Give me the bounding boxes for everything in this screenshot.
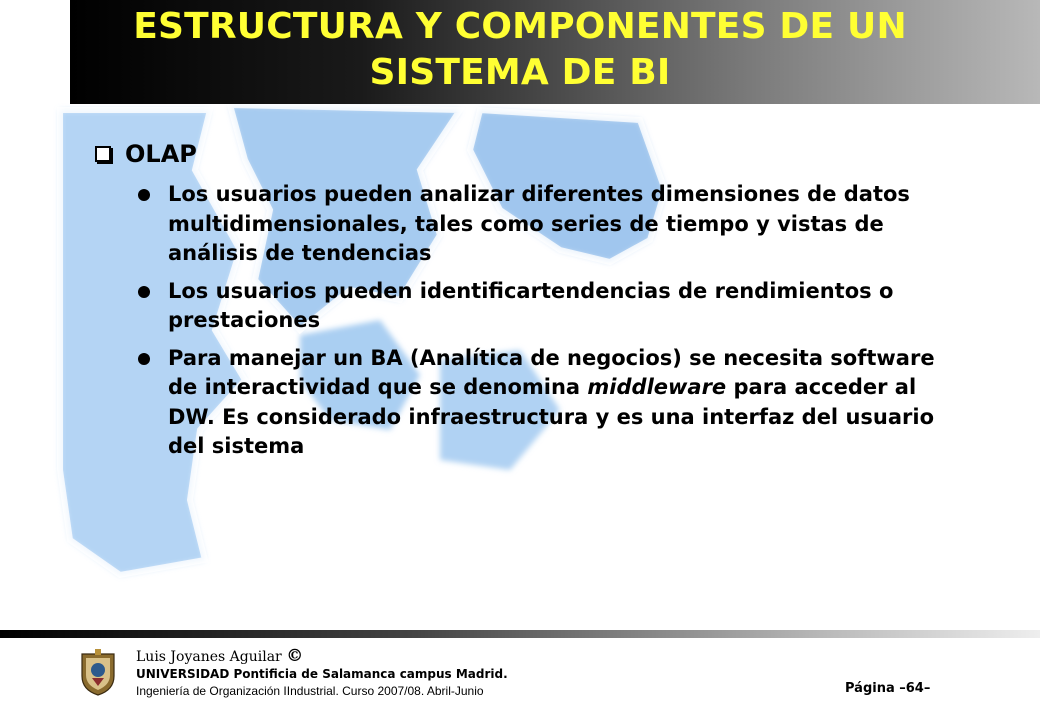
footer-university: UNIVERSIDAD Pontificia de Salamanca campus Madrid. — [136, 667, 508, 681]
footer-course: Ingeniería de Organización IIndustrial. Curso 2007/08. Abril-Junio — [136, 684, 484, 698]
middleware-term: middleware — [587, 375, 727, 399]
copyright-symbol: © — [286, 646, 304, 666]
section-heading-text: OLAP — [125, 140, 197, 168]
bullet-item — [138, 344, 938, 462]
bullet-item — [138, 180, 938, 269]
slide-title — [70, 4, 970, 96]
author-name: Luis Joyanes Aguilar — [136, 649, 282, 665]
slide-title-line2: SISTEMA DE BI — [369, 52, 671, 93]
section-heading — [95, 140, 197, 168]
bullet-text: Los usuarios pueden identificartendencias de rendimientos o prestaciones — [168, 278, 894, 332]
slide-title-line1: ESTRUCTURA Y COMPONENTES DE UN — [133, 6, 907, 47]
page-number: Página –64– — [845, 681, 931, 696]
university-seal-icon — [78, 648, 118, 696]
bullet-text: Los usuarios pueden analizar diferentes dimensiones de datos multidimensionales, tales como series de tiempo y vistas de análisis de tendencias — [168, 182, 910, 265]
bullet-text-part: para acceder al DW. Es considerado infraestructura y es una interfaz del usuario del sistema — [168, 375, 934, 458]
footer-author — [136, 646, 303, 666]
bullet-item — [138, 277, 938, 336]
bullet-list — [138, 180, 938, 470]
bullet-dot-icon — [138, 189, 150, 201]
bullet-dot-icon — [138, 353, 150, 365]
bullet-dot-icon — [138, 286, 150, 298]
footer-divider — [0, 630, 1040, 638]
bullet-text-part: Para manejar un BA (Analítica de negocios) se necesita software de interactividad que se denomina — [168, 345, 935, 399]
bullet-text — [168, 346, 935, 459]
checkbox-bullet-icon — [95, 146, 111, 162]
